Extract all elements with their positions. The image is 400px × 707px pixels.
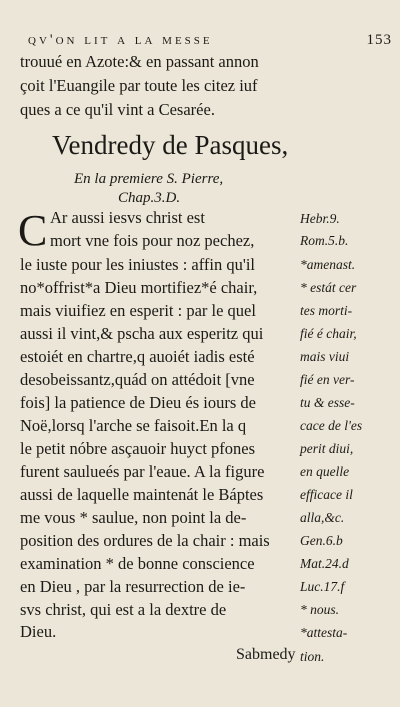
margin-note: Gen.6.b	[300, 533, 343, 548]
text-line: çoit l'Euangile par toute les citez iuf	[20, 76, 258, 95]
drop-cap: C	[18, 206, 48, 255]
body-line: aussi il vint,& pscha aux esperitz qui	[20, 324, 264, 343]
body-line: estoiét en chartre,q auoiét iadis esté	[20, 347, 255, 366]
running-head: qv'on lit a la messe	[28, 32, 213, 48]
margin-note: Luc.17.f	[300, 579, 345, 594]
margin-note: * nous.	[300, 602, 340, 617]
body-line: mort vne fois pour noz pechez,	[50, 231, 255, 250]
margin-note: *amenast.	[300, 257, 356, 272]
body-line: le iuste pour les iniustes : affin qu'il	[20, 255, 256, 274]
body-line: le petit nóbre asçauoir huyct pfones	[20, 439, 256, 458]
margin-note: tu & esse-	[300, 395, 355, 410]
body-line: examination * de bonne conscience	[20, 554, 255, 573]
section-chapter: Chap.3.D.	[118, 190, 181, 206]
margin-note: Mat.24.d	[300, 556, 349, 571]
body-line: position des ordures de la chair : mais	[20, 531, 270, 550]
body-line: me vous * saulue, non point la de-	[20, 508, 247, 527]
body-line: Ar aussi iesvs christ est	[50, 208, 205, 227]
margin-note: fié é chair,	[300, 326, 357, 341]
body-line: fois] la patience de Dieu és iours de	[20, 393, 256, 412]
margin-note: tion.	[300, 649, 325, 664]
body-line: en Dieu , par la resurrection de ie-	[20, 577, 246, 596]
margin-note: Rom.5.b.	[300, 233, 349, 248]
margin-note: efficace il	[300, 487, 353, 502]
section-title: Vendredy de Pasques,	[52, 130, 289, 160]
text-line: trouué en Azote:& en passant annon	[20, 52, 259, 71]
body-line: no*offrist*a Dieu mortifiez*é chair,	[20, 278, 258, 297]
margin-note: tes morti-	[300, 303, 353, 318]
margin-note: cace de l'es	[300, 418, 363, 433]
body-line: svs christ, qui est a la dextre de	[20, 600, 227, 619]
page-number: 153	[366, 32, 392, 48]
body-line: desobeissantz,quád on attédoit [vne	[20, 370, 255, 389]
margin-note: en quelle	[300, 464, 350, 479]
margin-note: fié en ver-	[300, 372, 355, 387]
body-line: mais viuifiez en esperit : par le quel	[20, 301, 256, 320]
body-line: Dieu.	[20, 622, 57, 641]
margin-note: mais viui	[300, 349, 350, 364]
margin-note: * estát cer	[300, 280, 357, 295]
body-line: furent saulueés par l'eaue. A la figure	[20, 462, 265, 481]
catchword: Sabmedy	[236, 646, 296, 663]
body-line: aussi de laquelle maintenát le Báptes	[20, 485, 264, 504]
margin-note: Hebr.9.	[300, 211, 340, 226]
margin-note: *attesta-	[300, 625, 348, 640]
body-line: Noë,lorsq l'arche se faisoit.En la q	[20, 416, 247, 435]
margin-note: perit diui,	[300, 441, 354, 456]
text-line: ques a ce qu'il vint a Cesarée.	[20, 100, 215, 119]
margin-note: alla,&c.	[300, 510, 345, 525]
section-subtitle: En la premiere S. Pierre,	[74, 171, 224, 187]
